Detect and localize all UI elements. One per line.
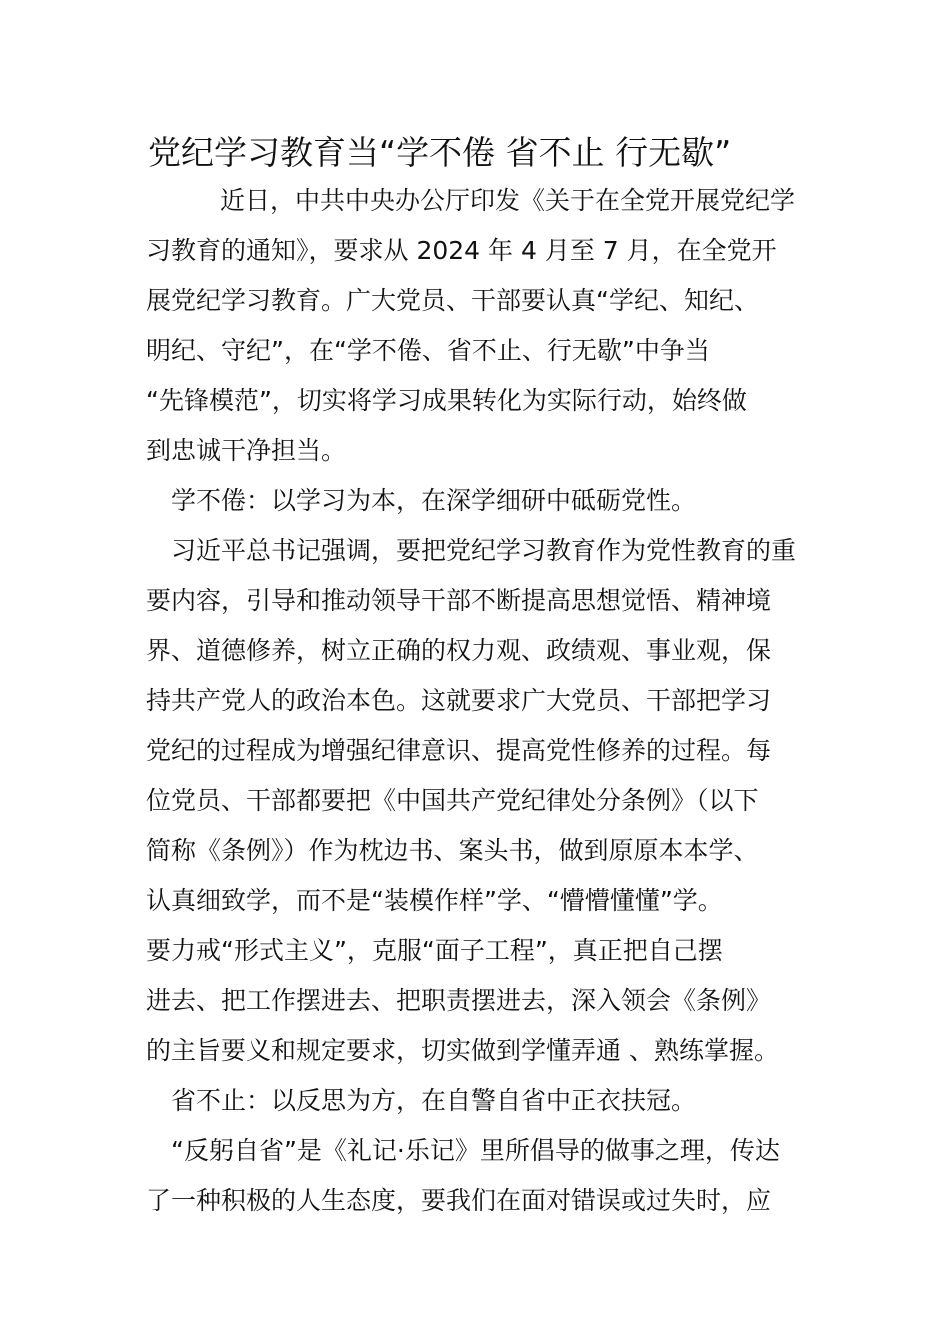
paragraph-line: 明纪、守纪”，在“学不倦、省不止、行无歇”中争当 <box>146 336 710 365</box>
document-body <box>146 176 808 1226</box>
section-heading: 学不倦：以学习为本，在深学细研中砥砺党性。 <box>171 486 697 515</box>
paragraph-line: 要力戒“形式主义”，克服“面子工程”，真正把自己摆 <box>146 936 723 965</box>
paragraph-line: 持共产党人的政治本色。这就要求广大党员、干部把学习 <box>146 686 772 715</box>
paragraph-line: 界、道德修养，树立正确的权力观、政绩观、事业观，保 <box>146 636 772 665</box>
paragraph-line: 党纪的过程成为增强纪律意识、提高党性修养的过程。每 <box>146 736 772 765</box>
document-title: 党纪学习教育当“学不倦 省不止 行无歇” <box>148 133 732 172</box>
paragraph-line: 了一种积极的人生态度，要我们在面对错误或过失时，应 <box>146 1186 772 1215</box>
paragraph-line: “先锋模范”，切实将学习成果转化为实际行动，始终做 <box>146 386 747 415</box>
paragraph-line: 到忠诚干净担当。 <box>146 436 347 465</box>
paragraph-line: 展党纪学习教育。广大党员、干部要认真“学纪、知纪、 <box>146 286 759 315</box>
section-heading: 省不止：以反思为方，在自警自省中正衣扶冠。 <box>171 1086 697 1115</box>
paragraph-line: 近日，中共中央办公厅印发《关于在全党开展党纪学 <box>220 186 796 215</box>
paragraph-line: 要内容，引导和推动领导干部不断提高思想觉悟、精神境 <box>146 586 772 615</box>
paragraph-line: 习近平总书记强调，要把党纪学习教育作为党性教育的重 <box>171 536 797 565</box>
paragraph-line: “反躬自省”是《礼记·乐记》里所倡导的做事之理，传达 <box>171 1136 780 1165</box>
paragraph-line: 进去、把工作摆进去、把职责摆进去，深入领会《条例》 <box>146 986 772 1015</box>
paragraph-line: 位党员、干部都要把《中国共产党纪律处分条例》（以下 <box>146 786 759 815</box>
paragraph-line: 的主旨要义和规定要求，切实做到学懂弄通 、熟练掌握。 <box>146 1036 779 1065</box>
paragraph-line: 认真细致学，而不是“装模作样”学、“懵懵懂懂”学。 <box>146 886 723 915</box>
paragraph-line: 习教育的通知》，要求从 2024 年 4 月至 7 月，在全党开 <box>146 236 777 265</box>
paragraph-line: 简称《条例》）作为枕边书、案头书，做到原原本本学、 <box>146 836 759 865</box>
